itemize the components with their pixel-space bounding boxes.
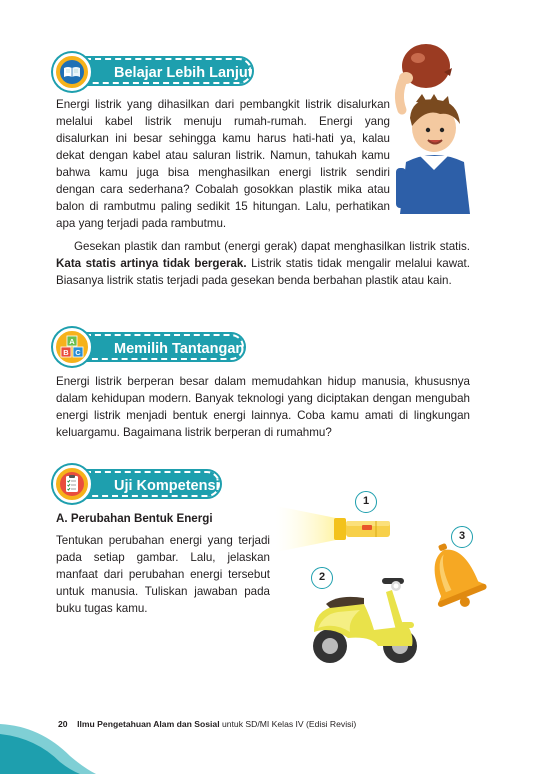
section-title-uji: Uji Kompetensi — [72, 471, 220, 497]
page-number: 20 — [58, 719, 68, 729]
bell-illustration — [420, 540, 488, 610]
block-letter-b: B — [63, 348, 69, 357]
boy-balloon-illustration — [382, 38, 474, 214]
section3-subheading: A. Perubahan Bentuk Energi — [56, 512, 213, 525]
book-icon — [60, 60, 84, 84]
section1-paragraph2 — [56, 238, 470, 289]
book-title: Ilmu Pengetahuan Alam dan Sosial — [77, 719, 220, 729]
abc-badge — [53, 328, 91, 366]
paragraph2-part2: Listrik statis tidak mengalir melalui kawat. Biasanya listrik statis terjadi pada gesekan benda berbahan plastik atau kain. — [56, 257, 470, 287]
page-footer — [58, 719, 356, 729]
checklist-badge — [53, 465, 91, 503]
section-title-belajar: Belajar Lebih Lanjut — [72, 58, 252, 84]
section-title-memilih: Memilih Tantangan — [72, 334, 244, 360]
abc-blocks-icon — [60, 335, 84, 359]
section1-paragraph1: Energi listrik yang dihasilkan dari pembangkit listrik disalurkan melalui kabel listrik menuju rumah-rumah. Energi yang disalurkan ini besar sehingga kamu harus hati-hati ya, kalau dekat dengan kabel atau saluran listrik. Namun, tahukah kamu bahwa kamu juga bisa menghasilkan energi listrik sendiri dengan cara sederhana? Cobalah gosokkan plastik mika atau balon di rambutmu paling sedikit 15 hitungan. Lalu, perhatikan apa yang terjadi pada rambutmu. — [56, 98, 390, 230]
block-letter-c: C — [75, 348, 81, 357]
book-suffix: untuk SD/MI Kelas IV (Edisi Revisi) — [221, 719, 357, 729]
book-badge — [53, 53, 91, 91]
label-2: 2 — [311, 567, 333, 589]
block-letter-a: A — [69, 337, 75, 347]
label-3: 3 — [451, 526, 473, 548]
checklist-icon — [60, 472, 84, 496]
flashlight-illustration — [276, 506, 394, 552]
section2-paragraph: Energi listrik berperan besar dalam memudahkan hidup manusia, khususnya dalam kehidupan modern. Banyak teknologi yang diciptakan dengan mengubah energi listrik menjadi bentuk energi lainnya. Coba kamu amati di lingkungan keluargamu. Bagaimana listrik berperan di rumahmu? — [56, 375, 470, 439]
paragraph2-bold: Kata statis artinya tidak bergerak. — [56, 257, 247, 270]
section3-paragraph: Tentukan perubahan energi yang terjadi pada setiap gambar. Lalu, jelaskan manfaat dari perubahan energi tersebut untuk manusia. Tuliskan jawaban pada buku tugas kamu. — [56, 534, 270, 615]
paragraph2-part1: Gesekan plastik dan rambut (energi gerak) dapat menghasilkan listrik statis. — [74, 240, 470, 253]
label-1: 1 — [355, 491, 377, 513]
